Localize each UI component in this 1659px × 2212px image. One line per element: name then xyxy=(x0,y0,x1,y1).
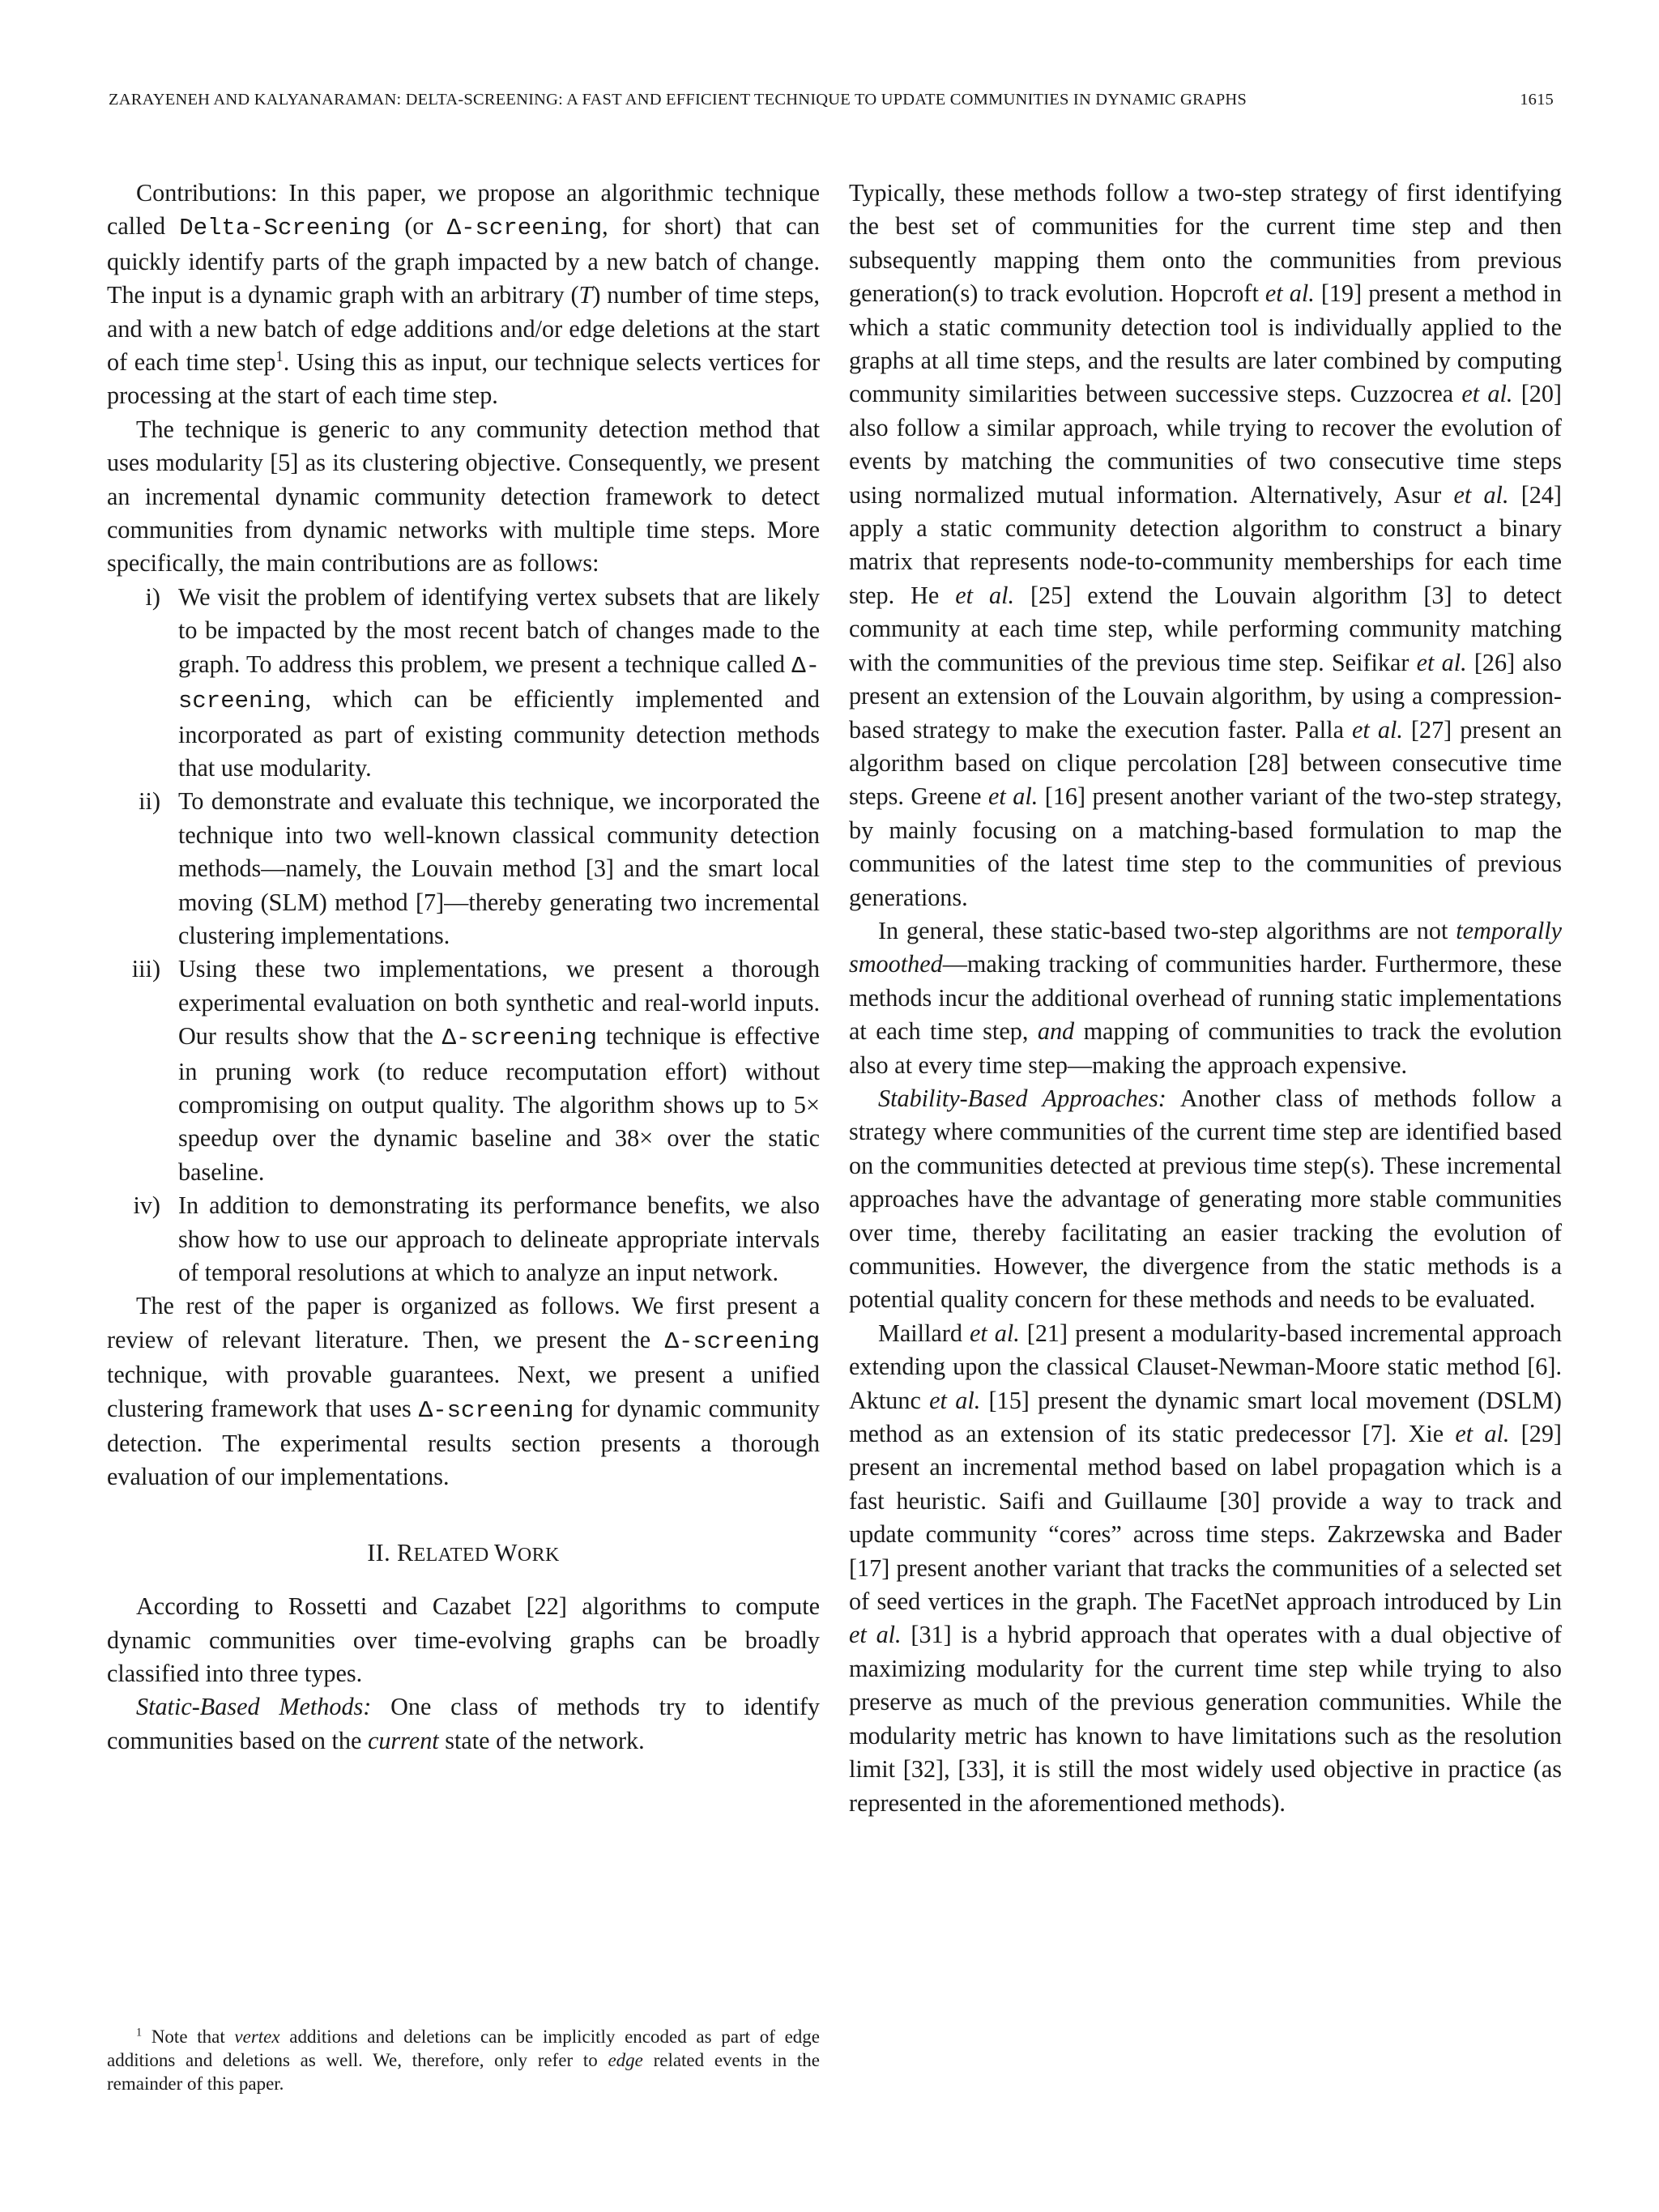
page-number: 1615 xyxy=(1520,91,1554,109)
stability-paragraph: Stability-Based Approaches: Another class of methods follow a strategy where communities of the current time step are identified based on the communities detected at previous time step(s). These incremental approaches have the advantage of generating more stable communities over time, thereby facilitating an easier tracking the evolution of communities. However, the divergence from the static methods is a potential quality concern for these methods and needs to be evaluated. xyxy=(849,1084,1563,1314)
static-based-paragraph: Static-Based Methods: One class of methods try to identify communities based on the current state of the network. xyxy=(107,1693,821,1754)
list-item-label: i) xyxy=(145,582,160,611)
body-paragraph: The technique is generic to any community detection method that uses modularity [5] as its clustering objective. Consequently, we present an incremental dynamic community detection framework to detect communities from dynamic networks with multiple time steps. More specifically, the main contributions are as follows: xyxy=(107,415,820,578)
contributions-list xyxy=(107,581,820,1290)
footnote-ref: 1 xyxy=(275,347,284,365)
running-header xyxy=(109,91,1554,109)
list-item-label: iii) xyxy=(131,955,160,983)
list-item-label: ii) xyxy=(139,787,160,816)
list-item: iv) In addition to demonstrating its performance benefits, we also show how to use our approach to delineate appropriate intervals of temporal resolutions at which to analyze an input network. xyxy=(107,1189,820,1289)
footnote-mark: 1 xyxy=(136,2026,143,2039)
list-item: i) We visit the problem of identifying vertex subsets that are likely to be impacted by the most recent batch of changes made to the graph. To address this problem, we present a technique called Δ-screening, which can be efficiently implemented and incorporated as part of existing community detection methods that use modularity. xyxy=(107,581,820,785)
footnote: $^1$ Note that vertex additions and deletions can be implicitly encoded as part of edge additions and deletions as well. We, therefore, only refer to edge related events in the remainder of this paper. xyxy=(107,2026,820,2094)
running-title: ZARAYENEH AND KALYANARAMAN: DELTA-SCREENING: A FAST AND EFFICIENT TECHNIQUE TO UPDATE COMMUNITIES IN DYNAMIC GRAPHS xyxy=(109,91,1247,109)
list-item: iii) Using these two implementations, we present a thorough experimental evaluation on both synthetic and real-world inputs. Our results show that the Δ-screening technique is effective in pruning work (to reduce recomputation effort) without compromising on output quality. The algorithm shows up to 5× speedup over the dynamic baseline and 38× over the static baseline. xyxy=(107,953,820,1189)
section-heading-related-work: II. RELATED WORK xyxy=(367,1538,560,1566)
contributions-paragraph: Contributions: In this paper, we propose an algorithmic technique called Delta-Screening (or Δ-screening, for short) that can quickly identify parts of the graph impacted by a new batch of change. The input is a dynamic graph with an arbitrary (T) number of time steps, and with a new batch of edge additions and/or edge deletions at the start of each time step$^1$. Using this as input, our technique selects vertices for processing at the start of each time step. xyxy=(107,179,821,410)
body-paragraph: According to Rossetti and Cazabet [22] algorithms to compute dynamic communities over time-evolving graphs can be broadly classified into three types. xyxy=(107,1592,820,1688)
list-item: ii) To demonstrate and evaluate this technique, we incorporated the technique into two well-known classical community detection methods—namely, the Louvain method [3] and the smart local moving (SLM) method [7]—thereby generating two incremental clustering implementations. xyxy=(107,785,820,953)
incremental-methods-paragraph: Maillard et al. [21] present a modularity-based incremental approach extending upon the classical Clauset-Newman-Moore static method [6]. Aktunc et al. [15] present the dynamic smart local movement (DSLM) method as an extension of its static predecessor [7]. Xie et al. [29] present an incremental method based on label propagation which is a fast heuristic. Saifi and Guillaume [30] provide a way to track and update community “cores” across time steps. Zakrzewska and Bader [17] present another variant that tracks the communities of a selected set of seed vertices in the graph. The FacetNet approach introduced by Lin et al. [31] is a hybrid approach that operates with a dual objective of maximizing modularity for the current time step while trying to also preserve as much of the previous generation communities. While the modularity metric has known to have limitations such as the resolution limit [32], [33], it is still the most widely used objective in practice (as represented in the aforementioned methods). xyxy=(849,1319,1562,1817)
left-column xyxy=(107,177,820,1758)
organization-paragraph: The rest of the paper is organized as follows. We first present a review of relevant literature. Then, we present the Δ-screening technique, with provable guarantees. Next, we present a unified clustering framework that uses Δ-screening for dynamic community detection. The experimental results section presents a thorough evaluation of our implementations. xyxy=(107,1292,821,1491)
list-item-label: iv) xyxy=(133,1191,160,1220)
two-step-paragraph: Typically, these methods follow a two-step strategy of first identifying the best set of communities for the current time step and then subsequently mapping them onto the communities from previous generation(s) to track evolution. Hopcroft et al. [19] present a method in which a static community detection tool is individually applied to the graphs at all time steps, and the results are later combined by computing community similarities between successive steps. Cuzzocrea et al. [20] also follow a similar approach, while trying to recover the evolution of events by matching the communities of two consecutive time steps using normalized mutual information. Alternatively, Asur et al. [24] apply a static community detection algorithm to construct a binary matrix that represents node-to-community memberships for each time step. He et al. [25] extend the Louvain algorithm [3] to detect community at each time step, while performing community matching with the communities of the previous time step. Seifikar et al. [26] also present an extension of the Louvain algorithm, by using a compression-based strategy to make the execution faster. Palla et al. [27] present an algorithm based on clique percolation [28] between consecutive time steps. Greene et al. [16] present another variant of the two-step strategy, by mainly focusing on a matching-based formulation to map the communities of the latest time step to the communities of previous generations. xyxy=(849,179,1562,911)
right-column xyxy=(849,177,1562,1820)
general-paragraph: In general, these static-based two-step algorithms are not temporally smoothed—making tracking of communities harder. Furthermore, these methods incur the additional overhead of running static implementations at each time step, and mapping of communities to track the evolution also at every time step—making the approach expensive. xyxy=(849,916,1562,1079)
